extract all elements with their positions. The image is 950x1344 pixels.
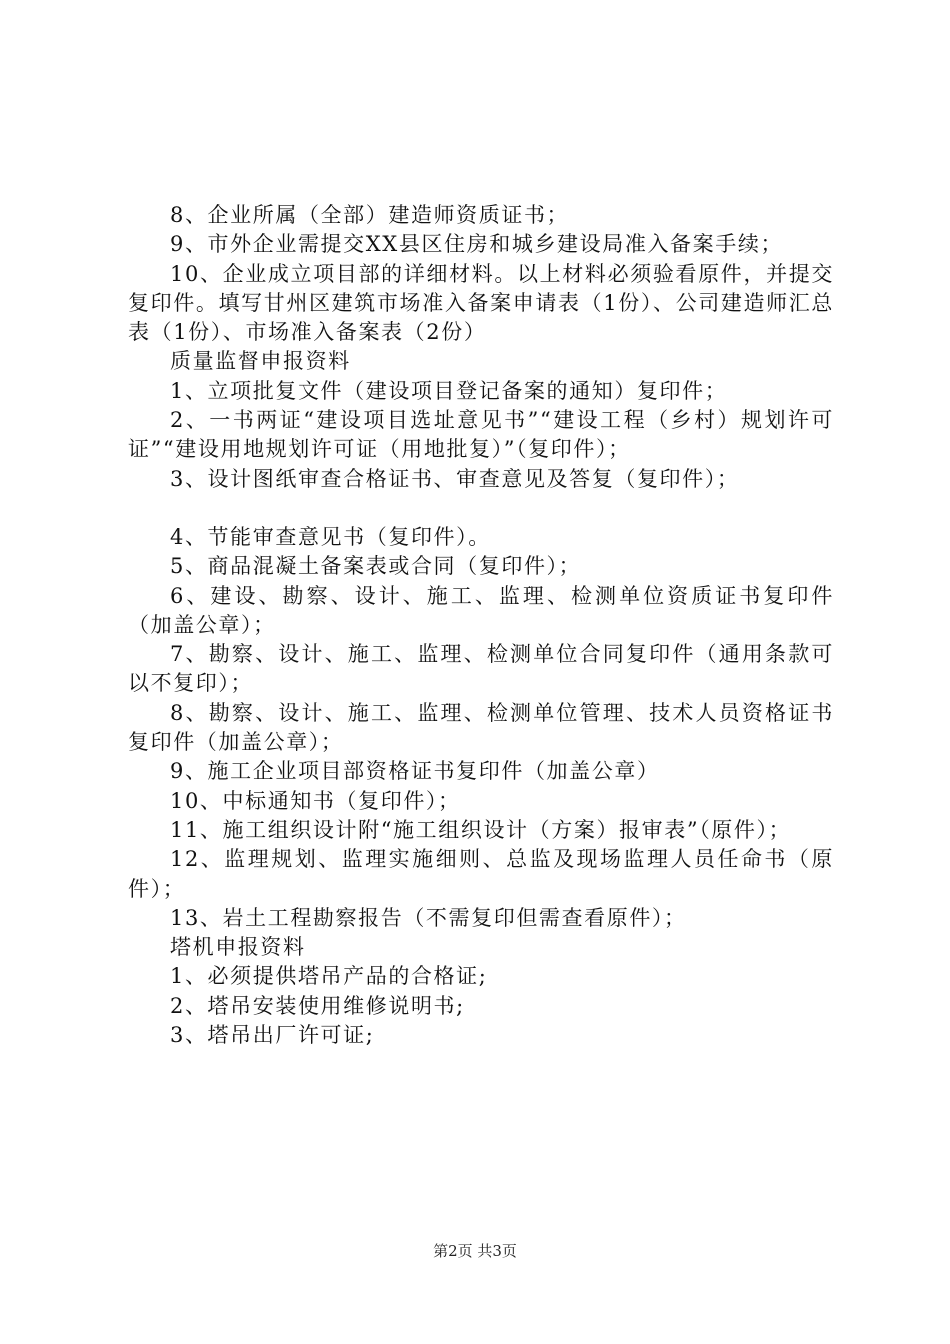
paragraph: 8、企业所属（全部）建造师资质证书； [170,203,570,227]
paragraph: 6、建设、勘察、设计、施工、监理、检测单位资质证书复印件（加盖公章）； [128,583,834,637]
paragraph: 2、塔吊安装使用维修说明书; [170,993,465,1018]
paragraph: 1、立项批复文件（建设项目登记备案的通知）复印件； [170,378,728,403]
section-heading: 质量监督申报资料 [170,349,351,374]
paragraph: 7、勘察、设计、施工、监理、检测单位合同复印件（通用条款可以不复印）； [128,642,834,696]
paragraph: 8、勘察、设计、施工、监理、检测单位管理、技术人员资格证书复印件（加盖公章）； [128,700,834,755]
paragraph: 10、企业成立项目部的详细材料。以上材料必须验看原件，并提交复印件。填写甘州区建筑市场准入备案申请表（1份）、公司建造师汇总表（1份）、市场准入备案表（2份） [128,261,834,345]
paragraph: 11、施工组织设计附“施工组织设计（方案）报审表”（原件）； [170,817,792,842]
paragraph: 1、必须提供塔吊产品的合格证; [170,964,488,989]
paragraph: 5、商品混凝土备案表或合同（复印件）； [170,554,582,579]
section-heading: 塔机申报资料 [170,935,306,960]
paragraph: 3、塔吊出厂许可证; [170,1023,375,1048]
paragraph: 2、一书两证“建设项目选址意见书”“建设工程（乡村）规划许可证”“建设用地规划许可证（用地批复）”（复印件）； [128,408,834,462]
paragraph: 10、中标通知书（复印件）； [170,788,461,813]
paragraph: 13、岩土工程勘察报告（不需复印但需查看原件）； [170,905,687,930]
paragraph: 12、监理规划、监理实施细则、总监及现场监理人员任命书（原件）； [128,847,834,901]
paragraph: 4、节能审查意见书（复印件）。 [170,524,491,549]
document-body [128,201,834,1050]
page-footer: 第2页 共3页 [433,1242,517,1260]
paragraph: 3、设计图纸审查合格证书、审查意见及答复（复印件）； [170,466,740,491]
paragraph: 9、市外企业需提交XX县区住房和城乡建设局准入备案手续； [170,232,784,257]
paragraph: 9、施工企业项目部资格证书复印件（加盖公章） [170,759,660,784]
